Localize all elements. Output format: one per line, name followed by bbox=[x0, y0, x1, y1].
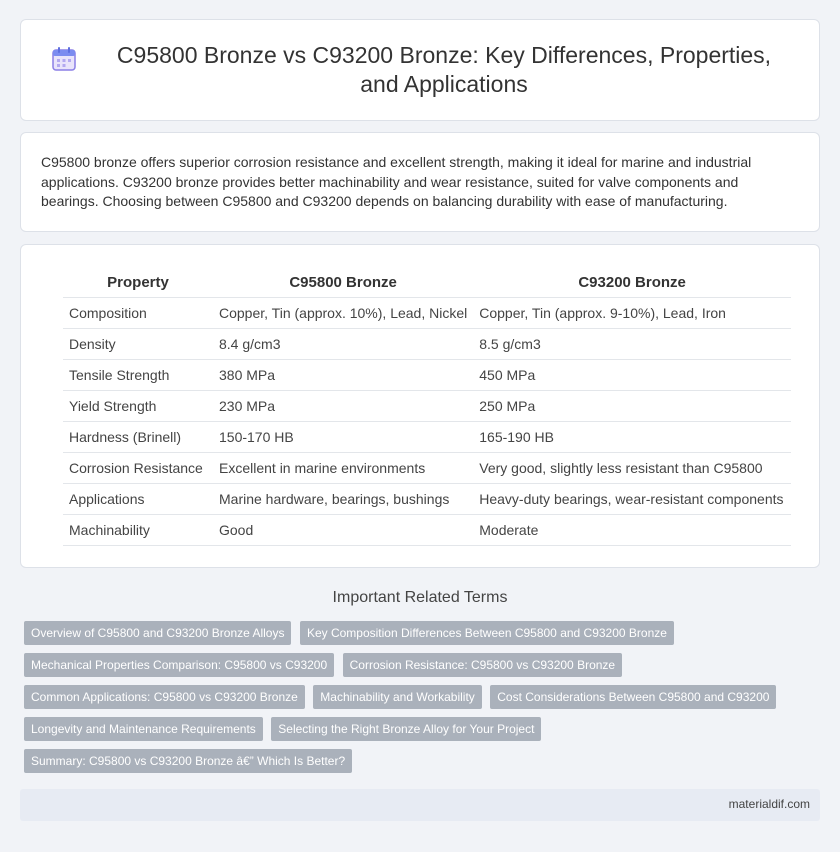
table-row bbox=[63, 515, 791, 546]
related-term-link[interactable]: Longevity and Maintenance Requirements bbox=[24, 717, 263, 741]
table-cell: Good bbox=[213, 515, 473, 546]
page-title: C95800 Bronze vs C93200 Bronze: Key Differences, Properties, and Applications bbox=[116, 42, 772, 97]
related-term-link[interactable]: Machinability and Workability bbox=[313, 685, 482, 709]
table-cell: Hardness (Brinell) bbox=[63, 422, 213, 453]
calendar-icon bbox=[50, 45, 78, 73]
table-cell: Corrosion Resistance bbox=[63, 453, 213, 484]
table-row bbox=[63, 298, 791, 329]
table-row bbox=[63, 360, 791, 391]
table-cell: 165-190 HB bbox=[473, 422, 791, 453]
related-term-link[interactable]: Cost Considerations Between C95800 and C93200 bbox=[490, 685, 776, 709]
table-cell: Excellent in marine environments bbox=[213, 453, 473, 484]
related-term-link[interactable]: Common Applications: C95800 vs C93200 Bronze bbox=[24, 685, 305, 709]
column-header-c95800: C95800 Bronze bbox=[213, 267, 473, 298]
summary-card bbox=[20, 132, 820, 232]
header-card bbox=[20, 19, 820, 121]
table-row bbox=[63, 391, 791, 422]
table-cell: Heavy-duty bearings, wear-resistant components bbox=[473, 484, 791, 515]
table-cell: Very good, slightly less resistant than C95800 bbox=[473, 453, 791, 484]
table-cell: Moderate bbox=[473, 515, 791, 546]
related-term-link[interactable]: Overview of C95800 and C93200 Bronze Alloys bbox=[24, 621, 291, 645]
related-term-link[interactable]: Mechanical Properties Comparison: C95800 vs C93200 bbox=[24, 653, 334, 677]
table-cell: Copper, Tin (approx. 9-10%), Lead, Iron bbox=[473, 298, 791, 329]
table-row bbox=[63, 484, 791, 515]
table-cell: Density bbox=[63, 329, 213, 360]
related-term-link[interactable]: Summary: C95800 vs C93200 Bronze â€” Which Is Better? bbox=[24, 749, 352, 773]
related-term-link[interactable]: Corrosion Resistance: C95800 vs C93200 Bronze bbox=[343, 653, 622, 677]
table-cell: 8.4 g/cm3 bbox=[213, 329, 473, 360]
table-row bbox=[63, 453, 791, 484]
table-cell: Yield Strength bbox=[63, 391, 213, 422]
table-cell: 450 MPa bbox=[473, 360, 791, 391]
related-term-link[interactable]: Key Composition Differences Between C95800 and C93200 Bronze bbox=[300, 621, 674, 645]
summary-text: C95800 bronze offers superior corrosion resistance and excellent strength, making it ideal for marine and industrial applications. C93200 bronze provides better machinability and wear resistance, suited for valve components and bearings. Choosing between C95800 and C93200 depends on balancing durability with ease of manufacturing. bbox=[41, 154, 752, 209]
column-header-c93200: C93200 Bronze bbox=[473, 267, 791, 298]
table-cell: 150-170 HB bbox=[213, 422, 473, 453]
table-cell: Marine hardware, bearings, bushings bbox=[213, 484, 473, 515]
table-row bbox=[63, 422, 791, 453]
footer-site-link[interactable]: materialdif.com bbox=[728, 797, 810, 811]
table-row bbox=[63, 329, 791, 360]
footer bbox=[20, 789, 820, 821]
table-cell: 380 MPa bbox=[213, 360, 473, 391]
table-header-row bbox=[63, 267, 791, 298]
comparison-card bbox=[20, 244, 820, 568]
table-cell: 8.5 g/cm3 bbox=[473, 329, 791, 360]
table-cell: Applications bbox=[63, 484, 213, 515]
table-cell: Machinability bbox=[63, 515, 213, 546]
comparison-table bbox=[63, 267, 791, 546]
table-cell: Copper, Tin (approx. 10%), Lead, Nickel bbox=[213, 298, 473, 329]
table-cell: 250 MPa bbox=[473, 391, 791, 422]
related-terms-list bbox=[24, 621, 804, 781]
table-cell: Tensile Strength bbox=[63, 360, 213, 391]
related-terms-heading: Important Related Terms bbox=[332, 589, 508, 606]
column-header-property: Property bbox=[63, 267, 213, 298]
table-cell: Composition bbox=[63, 298, 213, 329]
related-term-link[interactable]: Selecting the Right Bronze Alloy for Your Project bbox=[271, 717, 541, 741]
table-cell: 230 MPa bbox=[213, 391, 473, 422]
